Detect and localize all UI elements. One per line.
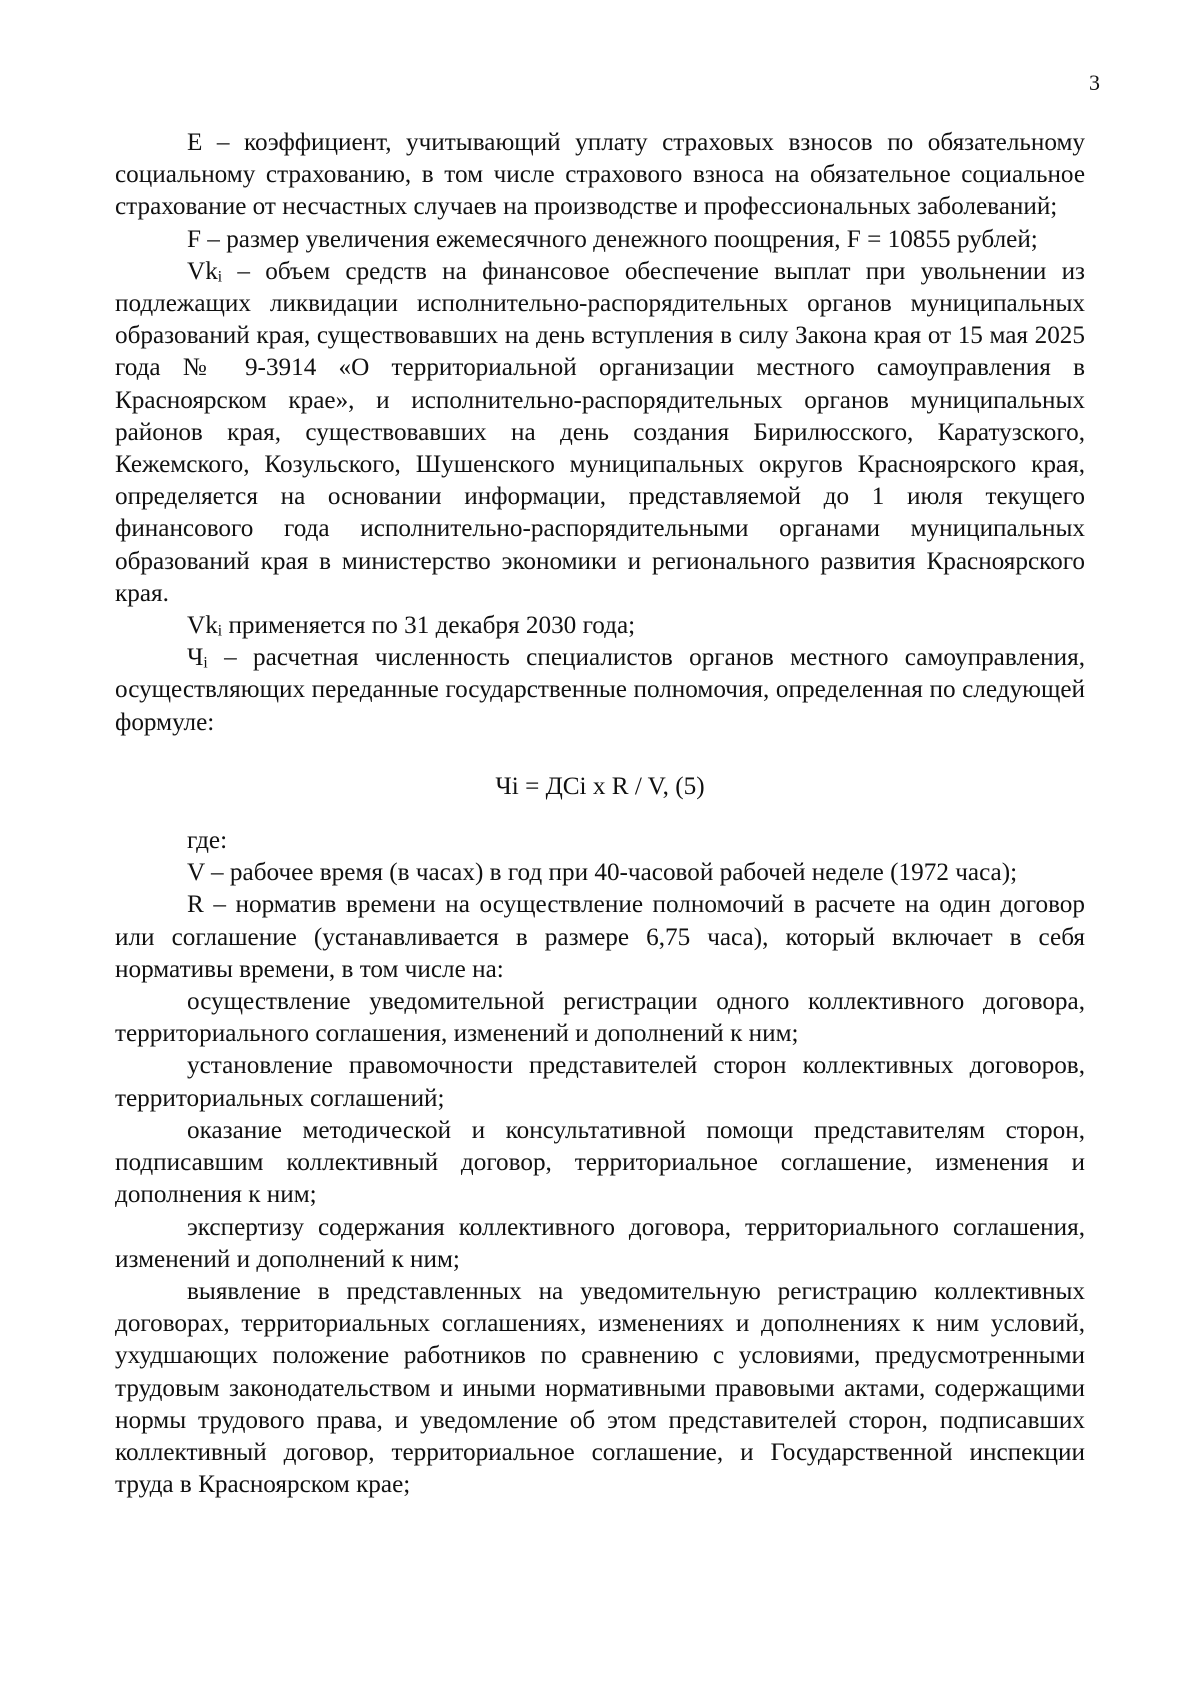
paragraph-coefficient-f: F – размер увеличения ежемесячного денежного поощрения, F = 10855 рублей; [187,225,1038,253]
list-item: экспертизу содержания коллективного договора, территориального соглашения, изменений и дополнений к ним; [115,1213,1085,1273]
paragraph-vk-definition-text: – объем средств на финансовое обеспечение выплат при увольнении из подлежащих ликвидации исполнительно-распорядительных органов муниципальных образований края, существовавших на день вступления в силу Закона края от 15 мая 2025 года № 9-3914 «О территориальной организации местного самоуправления в Красноярском крае», и исполнительно-распорядительных органов муниципальных районов края, существовавших на день создания Бирилюсского, Каратузского, Кежемского, Козульского, Шушенского муниципальных округов Красноярского края, определяется на основании информации, представляемой до 1 июля текущего финансового года исполнительно-распорядительными органами муниципальных образований края в министерство экономики и регионального развития Красноярского края. [115,257,1085,607]
symbol-vk-subscript: i [217,268,223,286]
label-where: где: [187,827,228,855]
symbol-vk: Vk [187,257,218,285]
paragraph-coefficient-e: E – коэффициент, учитывающий уплату страховых взносов по обязательному социальному страхованию, в том числе страхового взноса на обязательное социальное страхование от несчастных случаев на производстве и профессиональных заболеваний; [115,129,1085,221]
paragraph-ch-definition [115,642,1085,739]
symbol-ch: Ч [187,644,204,672]
document-body [115,127,1085,1501]
paragraph-vk-validity [115,610,1085,642]
paragraph-vk-definition [115,256,1085,610]
list-item: осуществление уведомительной регистрации одного коллективного договора, территориального соглашения, изменений и дополнений к ним; [115,988,1085,1048]
paragraph-vk-validity-text: применяется по 31 декабря 2030 года; [222,612,636,640]
page-number: 3 [1089,70,1100,95]
list-item: оказание методической и консультативной помощи представителям сторон, подписавшим коллективный договор, территориальное соглашение, изменения и дополнения к ним; [115,1116,1085,1209]
list-item: выявление в представленных на уведомительную регистрацию коллективных договорах, территориальных соглашениях, изменениях и дополнениях к ним условий, ухудшающих положение работников по сравнению с условиями, предусмотренными трудовым законодательством и иными нормативными правовыми актами, содержащими нормы трудового права, и уведомление об этом представителей сторон, подписавших коллективный договор, территориальное соглашение, и Государственной инспекции труда в Красноярском крае; [115,1277,1085,1499]
list-item: установление правомочности представителей сторон коллективных договоров, территориальных соглашений; [115,1052,1085,1112]
formula-5: Чi = ДCi x R / V, (5) [495,772,705,800]
symbol-ch-subscript: i [203,654,208,672]
definition-r: R – норматив времени на осуществление полномочий в расчете на один договор или соглашение (устанавливается в размере 6,75 часа), который включает в себя нормативы времени, в том числе на: [115,891,1085,983]
definition-v: V – рабочее время (в часах) в год при 40-часовой рабочей неделе (1972 часа); [187,859,1018,887]
paragraph-ch-definition-text: – расчетная численность специалистов органов местного самоуправления, осуществляющих переданные государственные полномочия, определенная по следующей формуле: [115,644,1085,736]
symbol-vk: Vk [187,612,218,640]
symbol-vk-subscript: i [217,622,223,640]
